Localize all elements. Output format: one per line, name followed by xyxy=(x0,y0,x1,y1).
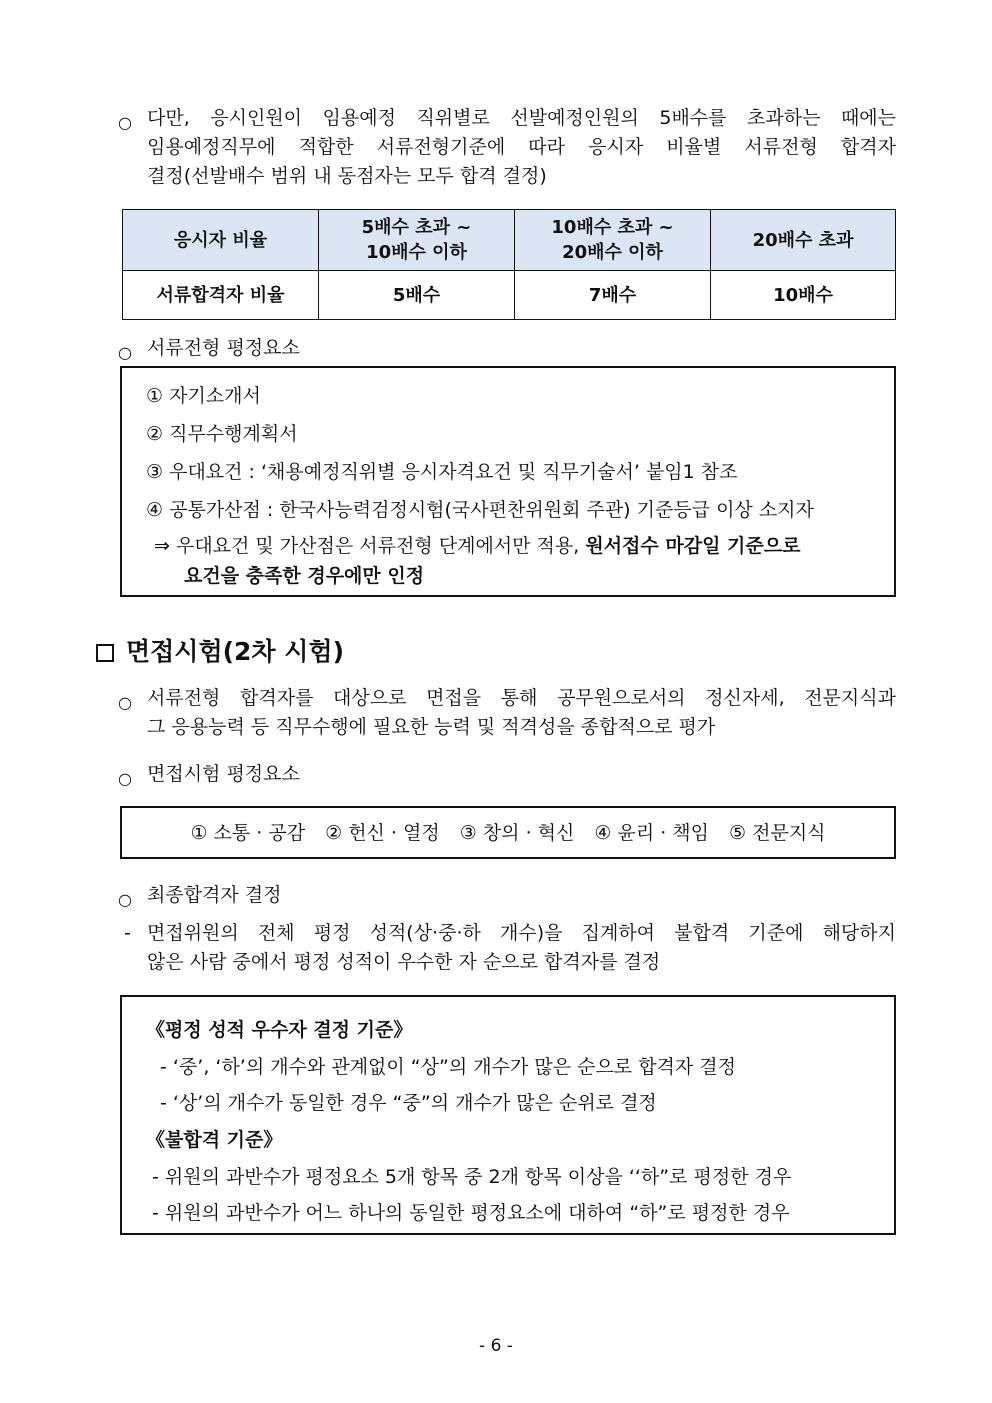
doc-eval-note-bold-2: 요건을 충족한 경우에만 인정 xyxy=(184,565,425,587)
interview-line-1: 서류전형 합격자를 대상으로 면접을 통해 공무원으로서의 정신자세, 전문지식과 xyxy=(147,687,896,709)
ratio-table xyxy=(122,209,896,320)
ratio-header-20x: 20배수 초과 xyxy=(711,210,896,271)
ratio-table-header-row xyxy=(123,210,896,271)
interview-eval-item-1: ① 소통 · 공감 xyxy=(190,821,306,844)
final-line-1: 면접위원의 전체 평정 성적(상·중·하 개수)을 집계하여 불합격 기준에 해당하지 xyxy=(147,922,896,944)
doc-eval-item-4 xyxy=(146,498,814,522)
arrow-icon: ⇒ xyxy=(154,535,170,557)
criteria-box xyxy=(120,995,896,1235)
ratio-value-5x: 5배수 xyxy=(319,271,515,320)
ratio-table-row xyxy=(123,271,896,320)
doc-eval-item-4-text: 공통가산점 : 한국사능력검정시험(국사편찬위원회 주관) 기준등급 이상 소지자 xyxy=(169,499,814,521)
doc-eval-item-3 xyxy=(146,460,738,484)
ratio-header-5x-line2: 10배수 이하 xyxy=(366,242,467,263)
doc-eval-note xyxy=(154,534,884,558)
interview-line-2: 그 응용능력 등 직무수행에 필요한 능력 및 적격성을 종합적으로 평가 xyxy=(147,716,716,738)
interview-eval-item-4: ④ 윤리 · 책임 xyxy=(594,821,710,844)
intro-paragraph xyxy=(147,104,896,191)
ratio-header-5x-line1: 5배수 초과 ~ xyxy=(361,217,472,238)
ratio-value-7x: 7배수 xyxy=(515,271,711,320)
ratio-header-applicant: 응시자 비율 xyxy=(123,210,319,271)
doc-eval-item-3-num: ③ xyxy=(146,461,164,483)
doc-eval-bullet: ○ xyxy=(118,343,132,362)
criteria-excellent-item-2: - ‘상’의 개수가 동일한 경우 “중”의 개수가 많은 순위로 결정 xyxy=(160,1092,657,1114)
doc-eval-item-2-num: ② xyxy=(146,423,164,445)
interview-eval-item-5: ⑤ 전문지식 xyxy=(729,821,826,844)
interview-eval-item-2: ② 헌신 · 열정 xyxy=(325,821,440,844)
intro-line-3: 결정(선발배수 범위 내 동점자는 모두 합격 결정) xyxy=(147,165,547,187)
interview-eval-bullet: ○ xyxy=(118,769,132,788)
doc-eval-title: 서류전형 평정요소 xyxy=(147,337,300,359)
interview-eval-item-3: ③ 창의 · 혁신 xyxy=(459,821,575,844)
doc-eval-item-1-num: ① xyxy=(146,385,164,407)
ratio-header-10x xyxy=(515,210,711,271)
interview-eval-title: 면접시험 평정요소 xyxy=(147,763,300,785)
interview-bullet: ○ xyxy=(118,693,132,712)
final-line-2: 않은 사람 중에서 평정 성적이 우수한 자 순으로 합격자를 결정 xyxy=(147,951,661,973)
ratio-header-10x-line1: 10배수 초과 ~ xyxy=(551,217,674,238)
criteria-fail-item-2: - 위원의 과반수가 어느 하나의 동일한 평정요소에 대하여 “하”로 평정한 경우 xyxy=(152,1202,790,1224)
interview-paragraph xyxy=(147,684,896,742)
criteria-excellent-title: 《평정 성적 우수자 결정 기준》 xyxy=(146,1019,413,1041)
doc-eval-item-4-num: ④ xyxy=(146,499,164,521)
final-title: 최종합격자 결정 xyxy=(147,884,282,906)
doc-eval-item-2 xyxy=(146,422,298,446)
doc-eval-box xyxy=(120,366,896,597)
doc-eval-item-3-text: 우대요건 : ‘채용예정직위별 응시자격요건 및 직무기술서’ 붙임1 참조 xyxy=(169,461,738,483)
intro-line-2: 임용예정직무에 적합한 서류전형기준에 따라 응시자 비율별 서류전형 합격자 xyxy=(147,136,896,158)
ratio-row-label: 서류합격자 비율 xyxy=(123,271,319,320)
final-dash: - xyxy=(124,922,131,944)
doc-eval-note-text: 우대요건 및 가산점은 서류전형 단계에서만 적용, xyxy=(175,535,580,557)
interview-section-title xyxy=(96,632,344,668)
criteria-fail-title: 《불합격 기준》 xyxy=(146,1129,283,1151)
interview-title-text: 면접시험(2차 시험) xyxy=(126,637,345,666)
checkbox-square-icon xyxy=(96,644,114,662)
intro-line-1: 다만, 응시인원이 임용예정 직위별로 선발예정인원의 5배수를 초과하는 때에는 xyxy=(147,107,896,129)
ratio-header-5x xyxy=(319,210,515,271)
doc-eval-note-bold-1: 원서접수 마감일 기준으로 xyxy=(585,535,801,557)
doc-eval-item-2-text: 직무수행계획서 xyxy=(169,423,298,445)
final-bullet: ○ xyxy=(118,890,132,909)
intro-bullet: ○ xyxy=(118,113,132,132)
ratio-value-10x: 10배수 xyxy=(711,271,896,320)
doc-eval-item-1 xyxy=(146,384,261,408)
interview-eval-box xyxy=(120,806,896,859)
criteria-fail-item-1: - 위원의 과반수가 평정요소 5개 항목 중 2개 항목 이상을 ‘‘하”로 평정한 경우 xyxy=(152,1166,792,1188)
final-paragraph xyxy=(147,919,896,977)
page-number: - 6 - xyxy=(479,1336,513,1356)
doc-eval-item-1-text: 자기소개서 xyxy=(169,385,261,407)
criteria-excellent-item-1: - ‘중’, ‘하’의 개수와 관계없이 “상”의 개수가 많은 순으로 합격자 결정 xyxy=(160,1056,736,1078)
ratio-header-10x-line2: 20배수 이하 xyxy=(562,242,663,263)
